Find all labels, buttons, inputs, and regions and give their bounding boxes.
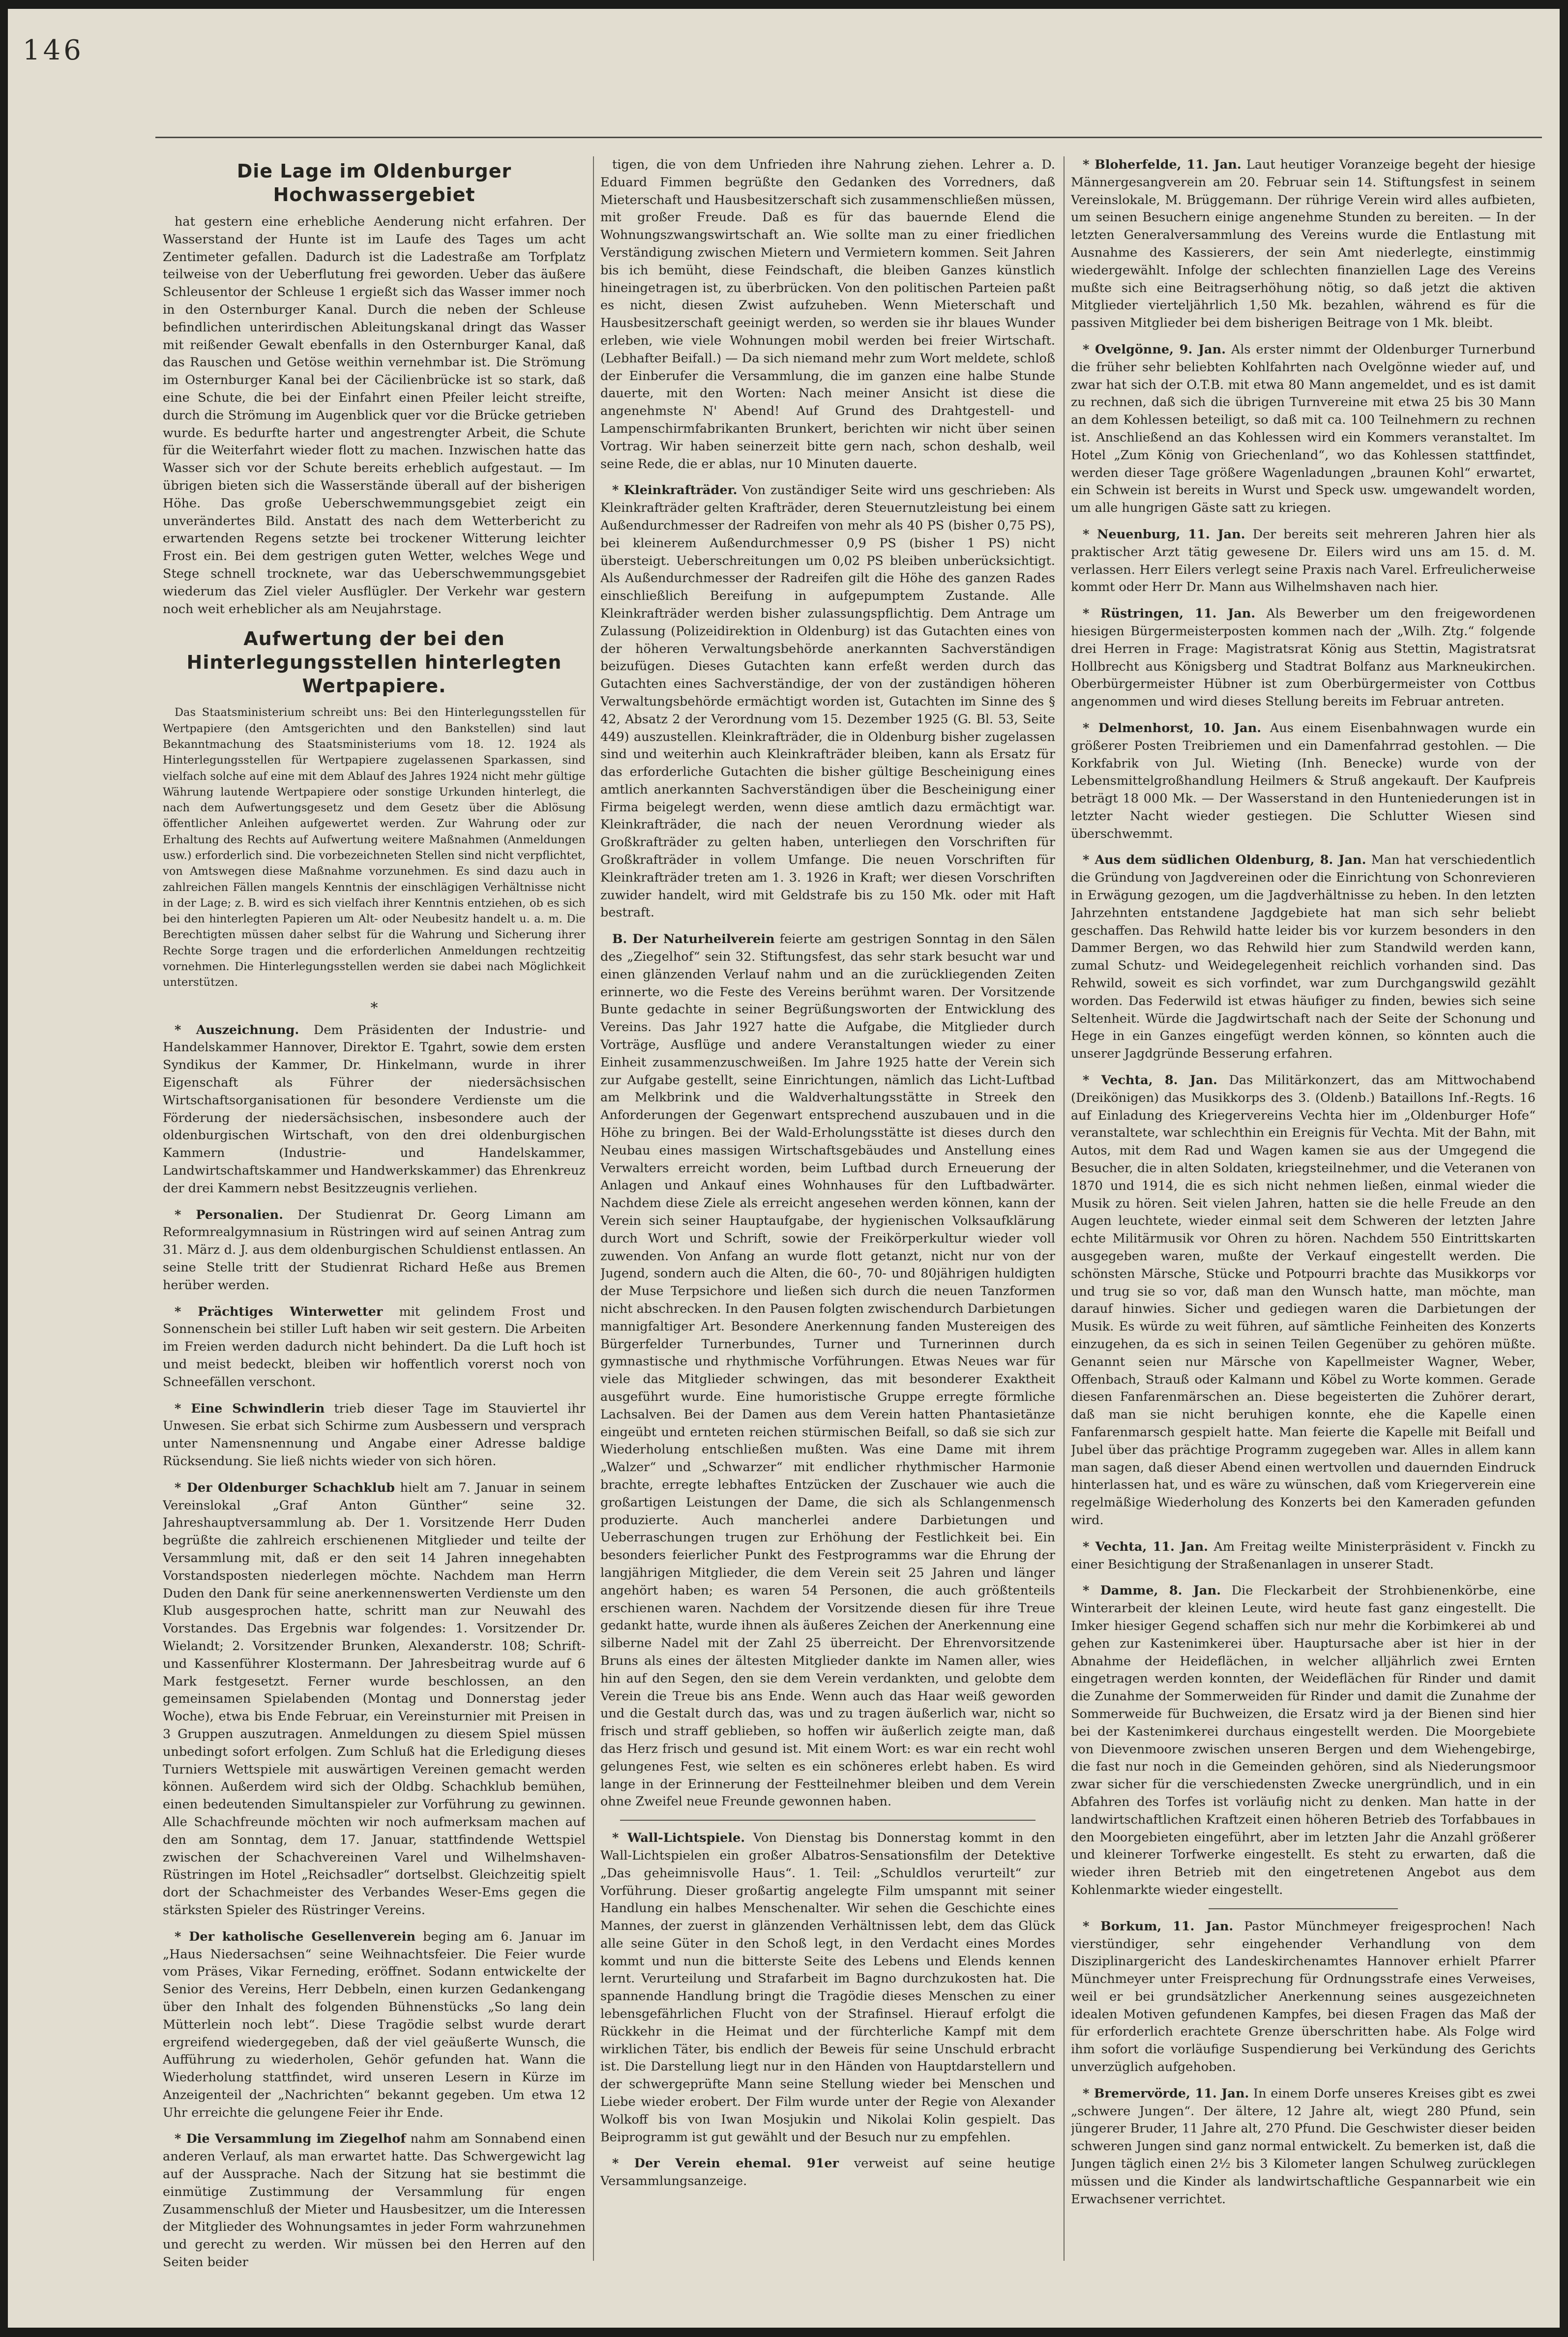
article-lead: * Die Versammlung im Ziegelhof xyxy=(175,2131,406,2147)
news-article xyxy=(163,1207,586,1295)
section-divider xyxy=(1209,1908,1398,1909)
article-lead: * Der katholische Gesellenverein xyxy=(175,1929,415,1944)
news-article xyxy=(163,705,586,990)
column-1 xyxy=(163,156,586,2271)
article-body: feierte am gestrigen Sonntag in den Sälen des „Ziegelhof“ sein 32. Stiftungsfest, das sehr stark besucht war und einen glänzenden Verlauf nahm und an die zurückliegenden Zeiten erinnerte, wo die Feste des Vereins berühmt waren. Der Vorsitzende Bunte gedachte in seiner Begrüßungsworten der Entwicklung des Vereins. Das Jahr 1927 hatte die Aufgabe, die Mitglieder durch Vorträge, Ausflüge und andere Veranstaltungen wieder zu einer Einheit zusammenzuschweißen. Im Jahre 1925 hatte der Verein sich zur Aufgabe gestellt, seine Einrichtungen, nämlich das Licht-Luftbad am Melkbrink und die Waldverhaltungsstätte in Streek den Anforderungen der Gegenwart entsprechend auszubauen und in die Höhe zu bringen. Bei der Wald-Erholungsstätte ist dieses durch den Neubau eines massigen Wirtschaftsgebäudes und Anstellung eines Verwalters erreicht worden, beim Luftbad durch Erneuerung der Anlagen und Ankauf eines Wohnhauses für den Luftbadwärter. Nachdem diese Ziele als erreicht angesehen werden können, kann der Verein sich seiner Hauptaufgabe, der hygienischen Volksaufklärung durch Wort und Schrift, sowie der Freikörperkultur wieder voll zuwenden. Von Anfang an wurde flott getanzt, nicht nur von der Jugend, sondern auch die Alten, die 60-, 70- und 80jährigen huldigten der Muse Terpsichore und ließen sich durch die neuen Tanzformen nicht abschrecken. In den Pausen folgten zwischendurch Darbietungen mannigfaltiger Art. Besondere Anerkennung fanden Mustereigen des Bürgerfelder Turnerbundes, Turner und Turnerinnen durch gymnastische und rhythmische Vorführungen. Etwas Neues war für viele das Mitglieder schwingen, das mit besonderer Exaktheit ausgeführt wurde. Eine humoristische Gruppe erregte förmliche Lachsalven. Bei der Damen aus dem Verein hatten Phantasietänze eingeübt und ernteten reichen stürmischen Beifall, so daß sie sich zur Wiederholung entschließen mußten. Was eine Dame mit ihrem „Walzer“ und „Schwarzer“ mit endlicher rhythmischer Harmonie brachte, erregte lebhaftes Entzücken der Zuschauer wie auch die großartigen Leistungen der Dame, die sich als Schlangenmensch produzierte. Auch mancherlei andere Darbietungen und Ueberraschungen trugen zur Erhöhung der Festlichkeit bei. Ein besonders feierlicher Punkt des Festprogramms war die Ehrung der langjährigen Mitglieder, die dem Verein seit 25 Jahren und länger angehört haben; es waren 54 Personen, die auch größtenteils erschienen waren. Nachdem der Vorsitzende diesen für ihre Treue gedankt hatte, wurde ihnen als äußeres Zeichen der Anerkennung eine silberne Nadel mit der Zahl 25 überreicht. Der Ehrenvorsitzende Bruns als eines der ältesten Mitglieder dankte im Namen aller, wies hin auf den Segen, den sie dem Verein verdankten, und gelobte dem Verein die Treue bis ans Ende. Wenn auch das Haar weiß geworden und die Gestalt durch das, was und zu tragen äußerlich war, nicht so frisch und straff geblieben, so hoffen wir äußerlich zeigte man, daß das Herz frisch und gesund ist. Mit einem Wort: es war ein recht wohl gelungenes Fest, wie selten es ein schöneres erlebt haben. Es wird lange in der Erinnerung der Festteilnehmer bleiben und dem Verein ohne Zweifel neue Freunde gewonnen haben. xyxy=(600,932,1055,1809)
article-body: Der Studienrat Dr. Georg Limann am Reformrealgymnasium in Rüstringen wird auf seinen Antrag zum 31. März d. J. aus dem oldenburgischen Schuldienst entlassen. An seine Stelle tritt der Studienrat Richard Heße aus Bremen herüber werden. xyxy=(163,1207,586,1293)
column-divider xyxy=(1064,156,1065,2261)
article-body: trieb dieser Tage im Stauviertel ihr Unwesen. Sie erbat sich Schirme zum Ausbessern und versprach unter Namensnennung und Angabe einer Adresse baldige Rücksendung. Sie ließ nichts wieder von sich hören. xyxy=(163,1401,586,1469)
article-lead: * Wall-Lichtspiele. xyxy=(612,1831,745,1846)
news-article xyxy=(1071,2085,1536,2209)
news-article xyxy=(163,213,586,618)
article-lead: * Bremervörde, 11. Jan. xyxy=(1083,2086,1249,2101)
news-article xyxy=(1071,720,1536,843)
news-article xyxy=(600,482,1055,922)
news-article xyxy=(1071,1538,1536,1574)
column-2 xyxy=(600,156,1055,2271)
news-article xyxy=(1071,605,1536,711)
article-body: Aus einem Eisenbahnwagen wurde ein größerer Posten Treibriemen und ein Damenfahrrad gestohlen. — Die Korkfabrik von Jul. Wieting (Inh. Benecke) wurde von der Lebensmittelgroßhandlung Heilmers & Struß angekauft. Der Kaufpreis beträgt 18 000 Mk. — Der Wasserstand in den Hunteniederungen ist in letzter Nacht wieder gestiegen. Die Schlutter Wiesen sind überschwemmt. xyxy=(1071,720,1536,841)
article-lead: * Auszeichnung. xyxy=(175,1022,299,1037)
article-lead: * Bloherfelde, 11. Jan. xyxy=(1083,157,1242,172)
article-lead: * Damme, 8. Jan. xyxy=(1083,1583,1221,1598)
article-lead: * Der Verein ehemal. 91er xyxy=(612,2156,839,2171)
news-article xyxy=(1071,156,1536,332)
article-lead: * Vechta, 11. Jan. xyxy=(1083,1539,1209,1554)
article-lead: * Kleinkrafträder. xyxy=(612,483,738,498)
article-body: Laut heutiger Voranzeige begeht der hiesige Männergesangverein am 20. Februar sein 14. Stiftungsfest in seinem Vereinslokale, M. Brüggemann. Der rührige Verein wird alles aufbieten, um seinen Besuchern einige angenehme Stunden zu bereiten. — In der letzten Generalversammlung des Vereins wurde die Entlastung mit Ausnahme des Kassierers, der sein Amt niederlegte, einstimmig wiedergewählt. Infolge der schlechten finanziellen Lage des Vereins mußte sich eine Beitragserhöhung nötig, so daß jetzt die aktiven Mitglieder vierteljährlich 1,50 Mk. bezahlen, während es für die passiven Mitglieder bei dem bisherigen Beitrage von 1 Mk. bleibt. xyxy=(1071,157,1536,331)
article-body: Als erster nimmt der Oldenburger Turnerbund die früher sehr beliebten Kohlfahrten nach Ovelgönne wieder auf, und zwar hat sich der O.T.B. mit etwa 80 Mann angemeldet, und es ist damit zu rechnen, daß sich die übrigen Turnvereine mit etwa 25 bis 30 Mann an dem Kohlessen beteiligt, so daß mit ca. 100 Teilnehmern zu rechnen ist. Anschließend an das Kohlessen wird ein Kommers veranstaltet. Im Hotel „Zum König von Griechenland“, wo das Kohlessen stattfindet, werden dieser Tage größere Wagenladungen „braunen Kohl“ erwartet, ein Schwein ist bereits in Wurst und Speck usw. umgewandelt worden, um alle hungrigen Gäste satt zu kriegen. xyxy=(1071,342,1536,516)
article-lead: * Vechta, 8. Jan. xyxy=(1083,1073,1217,1088)
article-body: In einem Dorfe unseres Kreises gibt es zwei „schwere Jungen“. Der ältere, 12 Jahre alt, wiegt 280 Pfund, sein jüngerer Bruder, 11 Jahre alt, 270 Pfund. Die Geschwister dieser beiden schweren Jungen sind ganz normal entwickelt. Zu bemerken ist, daß die Jungen täglich einen 2½ bis 3 Kilometer langen Schulweg zurücklegen müssen und die Kinder als landwirtschaftliche Gespannarbeit wie ein Erwachsener verrichtet. xyxy=(1071,2086,1536,2207)
article-body: Das Militärkonzert, das am Mittwochabend (Dreikönigen) das Musikkorps des 3. (Oldenb.) Bataillons Inf.-Regts. 16 auf Einladung des Kriegervereins Vechta hier im „Oldenburger Hofe“ veranstaltete, war schlechthin ein Ereignis für Vechta. Mit der Bahn, mit Autos, mit dem Rad und Wagen kamen sie aus der Umgegend die Besucher, die in alten Soldaten, kriegsteilnehmer, und die Veteranen von 1870 und 1914, die es sich nicht nehmen ließen, einmal wieder die Musik zu hören. Seit vielen Jahren, hatten sie die helle Freude an den Augen leuchtete, wieder einmal seit dem Schweren der letzten Jahre echte Militärmusik vor Ohren zu hören. Nachdem 550 Eintrittskarten ausgegeben waren, mußte der Verkauf eingestellt werden. Die schönsten Märsche, Stücke und Potpourri brachte das Musikkorps vor und trug sie so vor, daß man den Wunsch hatte, man möchte, man darauf hinwies. Sicher und gediegen waren die Darbietungen der Musik. Es würde zu weit führen, auf sämtliche Feinheiten des Konzerts einzugehen, da es sich in seinen Teilen Gegenüber zu gehören müßte. Genannt seien nur Märsche von Kapellmeister Wagner, Weber, Offenbach, Strauß oder Kalmann und Köbel zu Worte kommen. Gerade diesen Fanfarenmärschen an. Diese begeisterten die Zuhörer derart, daß man sie nicht beruhigen konnte, ehe die Kapelle einen Fanfarenmarsch gespielt hatte. Man feierte die Kapelle mit Beifall und Jubel über das prächtige Programm zugegeben war. Alles in allem kann man sagen, daß dieser Abend einen wertvollen und dauernden Eindruck hinterlassen hat, und es wäre zu wünschen, daß vom Kriegerverein eine regelmäßige Wiederholung des Konzerts bei den Kameraden gefunden wird. xyxy=(1071,1073,1536,1528)
article-body: tigen, die von dem Unfrieden ihre Nahrung ziehen. Lehrer a. D. Eduard Fimmen begrüßte den Gedanken des Vorredners, daß Mieterschaft und Hausbesitzerschaft sich zusammenschließen müssen, mit großer Freude. Daß es für das bauernde Elend die Wohnungszwangswirtschaft an. Wie sollte man zu einer friedlichen Verständigung zwischen Mietern und Vermietern kommen. Seit Jahren bis ich bemüht, diese Feindschaft, die bleiben Ganzes künstlich hineingetragen ist, zu überbrücken. Von den politischen Parteien paßt es nicht, diesen Zwist aufzuheben. Wenn Mieterschaft und Hausbesitzerschaft geeinigt werden, so werden sie ihr blaues Wunder erleben, wie viele Wohnungen mobil werden bei freier Wirtschaft. (Lebhafter Beifall.) — Da sich niemand mehr zum Wort meldete, schloß der Einberufer die Versammlung, die im ganzen eine halbe Stunde dauerte, mit den Worten: Nach meiner Ansicht ist diese die angenehmste N' Abend! Auf Grund des Drahtgestell- und Lampenschirmfabrikanten Brunkert, berichten wir nicht über seinen Vortrag. Wir haben seinerzeit bitte gern nach, schon deshalb, weil seine Rede, die er ablas, nur 10 Minuten dauerte. xyxy=(600,157,1055,472)
article-lead: * Der Oldenburger Schachklub xyxy=(175,1480,395,1495)
news-article xyxy=(1071,341,1536,517)
page-number: 146 xyxy=(23,34,84,66)
article-body: verweist auf seine heutige Versammlungsanzeige. xyxy=(600,2156,1055,2189)
article-lead: * Aus dem südlichen Oldenburg, 8. Jan. xyxy=(1083,853,1366,868)
news-article xyxy=(163,1400,586,1471)
article-body: Dem Präsidenten der Industrie- und Handelskammer Hannover, Direktor E. Tgahrt, sowie dem ersten Syndikus der Kammer, Dr. Hinkelmann, wurde in ihrer Eigenschaft als Führer der niedersächsischen Wirtschaftsorganisationen für besondere Verdienste um die Förderung der niedersächsischen, insbesondere auch der oldenburgischen Wirtschaft, von den drei oldenburgischen Kammern (Industrie- und Handelskammer, Landwirtschaftskammer und Handwerkskammer) das Ehrenkreuz der drei Kammern nebst Besitzzeugnis verliehen. xyxy=(163,1022,586,1196)
article-body: mit gelindem Frost und Sonnenschein bei stiller Luft haben wir seit gestern. Die Arbeiten im Freien werden dadurch nicht behindert. Da die Luft hoch ist und meist bedeckt, bleiben wir hoffentlich vorerst noch von Schneefällen verschont. xyxy=(163,1304,586,1390)
article-lead: * Delmenhorst, 10. Jan. xyxy=(1083,720,1262,736)
news-article xyxy=(163,1479,586,1920)
news-article xyxy=(1071,852,1536,1063)
column-divider xyxy=(593,156,594,2261)
column-3 xyxy=(1071,156,1536,2271)
news-article xyxy=(600,156,1055,473)
article-body: nahm am Sonnabend einen anderen Verlauf, als man erwartet hatte. Das Schwergewicht lag auf der Aussprache. Nach der Sitzung hat sie bestimmt die einmütige Zustimmung der Versammlung für engen Zusammenschluß der Mieter und Hausbesitzer, um die Interessen der Mitglieder des Wohnungsamtes in jeder Form wahrzunehmen und gerecht zu werden. Wir müssen bei den Herren auf den Seiten beider xyxy=(163,2131,586,2270)
article-lead: * Prächtiges Winterwetter xyxy=(175,1304,383,1319)
news-article xyxy=(1071,526,1536,596)
news-article xyxy=(1071,1072,1536,1530)
news-article xyxy=(600,1830,1055,2146)
section-ornament: * xyxy=(370,999,378,1017)
article-body: hielt am 7. Januar in seinem Vereinslokal „Graf Anton Günther“ seine 32. Jahreshauptversammlung ab. Der 1. Vorsitzende Herr Duden begrüßte die zahlreich erschienenen Mitglieder und teilte der Versammlung mit, daß er den seit 14 Jahren innegehabten Vorstandsposten niederlegen möchte. Nachdem man Herrn Duden den Dank für seine anerkennenswerten Verdienste um den Klub ausgesprochen hatte, schritt man zur Neuwahl des Vorstandes. Das Ergebnis war folgendes: 1. Vorsitzender Dr. Wielandt; 2. Vorsitzender Brunken, Alexanderstr. 108; Schrift- und Kassenführer Klostermann. Der Jahresbeitrag wurde auf 6 Mark festgesetzt. Ferner wurde beschlossen, an den gemeinsamen Spielabenden (Montag und Donnerstag jeder Woche), etwa bis Ende Februar, ein Vereinsturnier mit Preisen in 3 Gruppen auszutragen. Anmeldungen zu diesem Spiel müssen unbedingt sofort erfolgen. Zum Schluß hat die Erledigung dieses Turniers Wettspiele mit auswärtigen Vereinen gemacht werden können. Außerdem wird sich der Oldbg. Schachklub bemühen, einen bedeutenden Simultanspieler zur Vorführung zu gewinnen. Alle Schachfreunde möchten wir noch aufmerksam machen auf den am Sonntag, dem 17. Januar, stattfindende Wettspiel zwischen der Schachvereinen Varel und Wilhelmshaven-Rüstringen im Hotel „Reichsadler“ dortselbst. Gleichzeitig spielt dort der Schachmeister des Verbandes Weser-Ems gegen die stärksten Spieler des Rüstringer Vereins. xyxy=(163,1480,586,1918)
article-body: Man hat verschiedentlich die Gründung von Jagdvereinen oder die Einrichtung von Schonrevieren in Erwägung gezogen, um die Jagdverhältnisse zu heben. In den letzten Jahrzehnten entstandene Jagdgebiete hat man sich sehr beliebt geschaffen. Das Rehwild hatte leider bis vor kurzem besonders in den Dammer Bergen, wo das Rehwild hier zum Standwild werden kann, zumal Schutz- und Weidegelegenheit reichlich vorhanden sind. Das Rehwild, soweit es sich vorfindet, war zum Durchgangswild gezählt worden. Das Federwild ist etwas häufiger zu finden, bewies sich seine Seltenheit. Würde die Jagdwirtschaft nach der Seite der Schonung und Hege in ein Ganzes eingefügt werden können, so könnten auch die unserer Jagdgründe Besserung erfahren. xyxy=(1071,853,1536,1062)
article-body: beging am 6. Januar im „Haus Niedersachsen“ seine Weihnachtsfeier. Die Feier wurde vom Präses, Vikar Ferneding, eröffnet. Sodann entwickelte der Senior des Vereins, Herr Debbeln, einen kurzen Gedankengang über den Inhalt des folgenden Bühnenstücks „So lang dein Mütterlein noch lebt“. Diese Tragödie selbst wurde derart ergreifend wiedergegeben, daß der viel geäußerte Wunsch, die Aufführung zu wiederholen, Gehör gefunden hat. Wann die Wiederholung stattfindet, wird unseren Lesern in Kürze im Anzeigenteil der „Nachrichten“ bekannt gegeben. Um etwa 12 Uhr erreichte die gelungene Feier ihr Ende. xyxy=(163,1929,586,2120)
article-lead: * Ovelgönne, 9. Jan. xyxy=(1083,342,1226,357)
news-article xyxy=(600,2155,1055,2190)
article-body: Am Freitag weilte Ministerpräsident v. Finckh zu einer Besichtigung der Straßenanlagen in unserer Stadt. xyxy=(1071,1539,1536,1572)
article-lead: B. Der Naturheilverein xyxy=(612,932,775,947)
article-body: hat gestern eine erhebliche Aenderung nicht erfahren. Der Wasserstand der Hunte ist im Laufe des Tages um acht Zentimeter gefallen. Dadurch ist die Ladestraße am Torfplatz teilweise von der Ueberflutung frei geworden. Ueber das äußere Schleusentor der Schleuse 1 ergießt sich das Wasser immer noch in den Osternburger Kanal. Durch die neben der Schleuse befindlichen unterirdischen Ableitungskanal dringt das Wasser mit reißender Gewalt ebenfalls in den Osternburger Kanal, daß das Rauschen und Getöse weithin vernehmbar ist. Die Strömung im Osternburger Kanal bei der Cäcilienbrücke ist so stark, daß eine Schute, die bei der Einfahrt einen Pfeiler leicht streifte, durch die Strömung im Augenblick quer vor die Brücke getrieben wurde. Es bedurfte harter und angestrengter Arbeit, die Schute für die Weiterfahrt wieder flott zu machen. Inzwischen hatte das Wasser sich vor der Schute bereits erheblich aufgestaut. — Im übrigen bieten sich die Wasserstände überall auf der bisherigen Höhe. Das große Ueberschwemmungsgebiet zeigt ein unverändertes Bild. Anstatt des nach dem Wetterbericht zu erwartenden Regens setzte bei trockener Witterung leichter Frost ein. Bei dem gestrigen guten Wetter, welches Wege und Stege schnell trocknete, war das Ueberschwemmungsgebiet wiederum das Ziel vieler Ausflügler. Der Verkehr war gestern noch weit erheblicher als am Neujahrstage. xyxy=(163,214,586,617)
header-rule xyxy=(155,137,1542,138)
section-divider xyxy=(620,1820,1035,1821)
article-lead: * Rüstringen, 11. Jan. xyxy=(1083,606,1256,621)
article-lead: * Eine Schwindlerin xyxy=(175,1401,325,1416)
article-headline: Die Lage im Oldenburger Hochwassergebiet xyxy=(237,160,512,206)
article-lead: * Neuenburg, 11. Jan. xyxy=(1083,527,1245,542)
article-lead: * Personalien. xyxy=(175,1207,283,1222)
newspaper-page xyxy=(8,9,1560,2328)
article-body: Von zuständiger Seite wird uns geschrieben: Als Kleinkrafträder gelten Krafträder, deren Steuernutzleistung bei einem Außendurchmesser der Radreifen von mehr als 40 PS (bisher 0,75 PS), bei kleinerem Außendurchmesser 0,9 PS (bisher 1 PS) nicht übersteigt. Ueberschreitungen um 0,02 PS bleiben unberücksichtigt. Als Außendurchmesser der Radreifen gilt die Höhe des ganzen Rades einschließlich Bereifung in aufgepumptem Zustande. Alle Kleinkrafträder werden bisher zulassungspflichtig. Dem Antrage um Zulassung (Polizeidirektion in Oldenburg) ist das Gutachten eines von der höheren Verwaltungsbehörde anerkannten Sachverständigen beizufügen. Dieses Gutachten kann erfeßt werden durch das Gutachten eines Sachverständige, der von der zuständigen höheren Verwaltungsbehörde ermächtigt worden ist, Gutachten im Sinne des § 42, Absatz 2 der Verordnung vom 15. Dezember 1925 (G. Bl. 53, Seite 449) auszustellen. Kleinkrafträder, die in Oldenburg bisher zugelassen sind und weiterhin auch Kleinkrafträder bleiben, kann als Ersatz für das erforderliche Gutachten die bisher gültige Bescheinigung eines amtlich anerkannten Sachverständigen über die Bescheinigung einer Firma beigelegt werden, wenn diese amtlich dazu ermächtigt war. Kleinkrafträder, die nach der neuen Verordnung wieder als Großkrafträder zu gelten haben, unterliegen den Vorschriften für Großkrafträder in vollem Umfange. Die neuen Vorschriften für Kleinkrafträder treten am 1. 3. 1926 in Kraft; wer diesen Vorschriften zuwider handelt, wird mit Geldstrafe bis zu 150 Mk. oder mit Haft bestraft. xyxy=(600,483,1055,920)
news-article xyxy=(1071,1582,1536,1899)
article-lead: * Borkum, 11. Jan. xyxy=(1083,1919,1234,1934)
article-body: Von Dienstag bis Donnerstag kommt in den Wall-Lichtspielen ein großer Albatros-Sensationsfilm der Detektive „Das geheimnisvolle Haus“. 1. Teil: „Schuldlos verurteilt“ zur Vorführung. Dieser großartig angelegte Film umspannt mit seiner Handlung ein halbes Menschenalter. Wir sehen die Geschichte eines Mannes, der zuerst in glänzenden Verhältnissen lebt, dem das Glück alle seine Güter in den Schoß legt, in den Verdacht eines Mordes kommt und nun die bitterste Seite des Lebens und Elends kennen lernt. Verurteilung und Strafarbeit im Bagno durchzukosten hat. Die spannende Handlung bringt die Tragödie dieses Menschen zu einer lebensgefährlichen Flucht von der Strafinsel. Hierauf erfolgt die Rückkehr in die Heimat und der fürchterliche Kampf mit dem wirklichen Täter, bis endlich der Beweis für seine Unschuld erbracht ist. Die Darstellung liegt nur in den Händen von Hauptdarstellern und der schwergeprüfte Mann seine Stellung wieder bei Menschen und Liebe wieder erobert. Der Film wurde unter der Regie von Alexander Wolkoff bis von Iwan Mosjukin und Nikolai Kolin gespielt. Das Beiprogramm ist gut gewählt und der Besuch nur zu empfehlen. xyxy=(600,1831,1055,2145)
news-article xyxy=(600,931,1055,1811)
article-headline: Aufwertung der bei den Hinterlegungsstellen hinterlegten Wertpapiere. xyxy=(186,628,562,697)
article-body: Als Bewerber um den freigewordenen hiesigen Bürgermeisterposten kommen nach der „Wilh. Ztg.“ folgende drei Herren in Frage: Magistratsrat König aus Stettin, Magistratsrat Hollbrecht aus Königsberg und Stadtrat Bolfanz aus Markneukirchen. Oberbürgermeister Hübner ist zum Oberbürgermeister von Cottbus angenommen und wird dieses Stellung bereits im Februar antreten. xyxy=(1071,606,1536,710)
article-body: Das Staatsministerium schreibt uns: Bei den Hinterlegungsstellen für Wertpapiere (den Amtsgerichten und den Bankstellen) sind laut Bekanntmachung des Staatsministeriums vom 18. 12. 1924 als Hinterlegungsstellen für Wertpapiere zugelassenen Sparkassen, sind vielfach solche auf eine mit dem Ablauf des Jahres 1924 nicht mehr gültige Währung lautende Wertpapiere oder sonstige Urkunden hinterlegt, die nach dem Aufwertungsgesetz und dem Gesetz über die Ablösung öffentlicher Anleihen aufgewertet werden. Zur Wahrung oder zur Erhaltung des Rechts auf Aufwertung weitere Maßnahmen (Anmeldungen usw.) erforderlich sind. Die vorbezeichneten Stellen sind nicht verpflichtet, von Amtswegen diese Maßnahme vorzunehmen. Es sind dazu auch in zahlreichen Fällen mangels Kenntnis der einschlägigen Verhältnisse nicht in der Lage; z. B. wird es sich vielfach ihrer Kenntnis entziehen, ob es sich bei den hinterlegten Papieren um Alt- oder Neubesitz handelt u. a. m. Die Berechtigten müssen daher selbst für die Wahrung und Sicherung ihrer Rechte Sorge tragen und die erforderlichen Anmeldungen rechtzeitig vornehmen. Die Hinterlegungsstellen werden sie dabei nach Möglichkeit unterstützen. xyxy=(163,706,586,989)
news-article xyxy=(1071,1918,1536,2076)
article-body: Pastor Münchmeyer freigesprochen! Nach vierstündiger, sehr eingehender Verhandlung von dem Disziplinargericht des Landeskirchenamtes Hannover erhielt Pfarrer Münchmeyer unter Freisprechung für Ordnungsstrafe eines Verweises, weil er bei grundsätzlicher Anerkennung seines ausgezeichneten idealen Motiven gefundenen Kampfes, bei diesen Fragen das Maß der für erforderlich erachtete Grenze überschritten habe. Als Folge wird ihm sofort die vorläufige Suspendierung bei Verkündung des Gerichts unverzüglich aufgehoben. xyxy=(1071,1919,1536,2075)
article-body: Der bereits seit mehreren Jahren hier als praktischer Arzt tätig gewesene Dr. Eilers wird uns am 15. d. M. verlassen. Herr Eilers verlegt seine Praxis nach Varel. Erfreulicherweise kommt oder Herr Dr. Mann aus Wilhelmshaven nach hier. xyxy=(1071,527,1536,595)
news-article xyxy=(163,1022,586,1198)
article-body: Die Fleckarbeit der Strohbienenkörbe, eine Winterarbeit der kleinen Leute, wird heute fast ganz eingestellt. Die Imker hiesiger Gegend schaffen sich nur mehr die Korbimkerei ab und gehen zur Kastenimkerei über. Hauptursache aber ist hier in der Abnahme der Heideflächen, in welcher alljährlich zwei Ernten eingetragen werden konnten, der Weideflächen für Rinder und damit die Zunahme der Sommerweiden für Rinder und damit die Zunahme der Sommerweide für Buchweizen, die Ersatz wird ja der Bienen sind hier bei der Kastenimkerei durchaus eingestellt werden. Die Moorgebiete von Dievenmoore zwischen unseren Bergen und dem Wiehengebirge, die fast nur noch in die Gemeinden gehören, sind als Niederungsmoor zwar sicher für die verschiedensten Zwecke unergründlich, und in ein Abfahren des Torfes ist vorläufig nicht zu denken. Man hatte in der landwirtschaftlichen Kraftzeit einen höheren Betrieb des Torfabbaues in den Moorgebieten eingeführt, aber im letzten Jahr die Anzahl größerer und kleinerer Torfwerke eingestellt. Es steht zu erwarten, daß die wieder ihren Betrieb mit den eingetretenen Angebot aus dem Kohlenmarkte wieder eingestellt. xyxy=(1071,1583,1536,1897)
news-article xyxy=(163,1303,586,1391)
news-article xyxy=(163,1928,586,2122)
news-article xyxy=(163,2130,586,2271)
